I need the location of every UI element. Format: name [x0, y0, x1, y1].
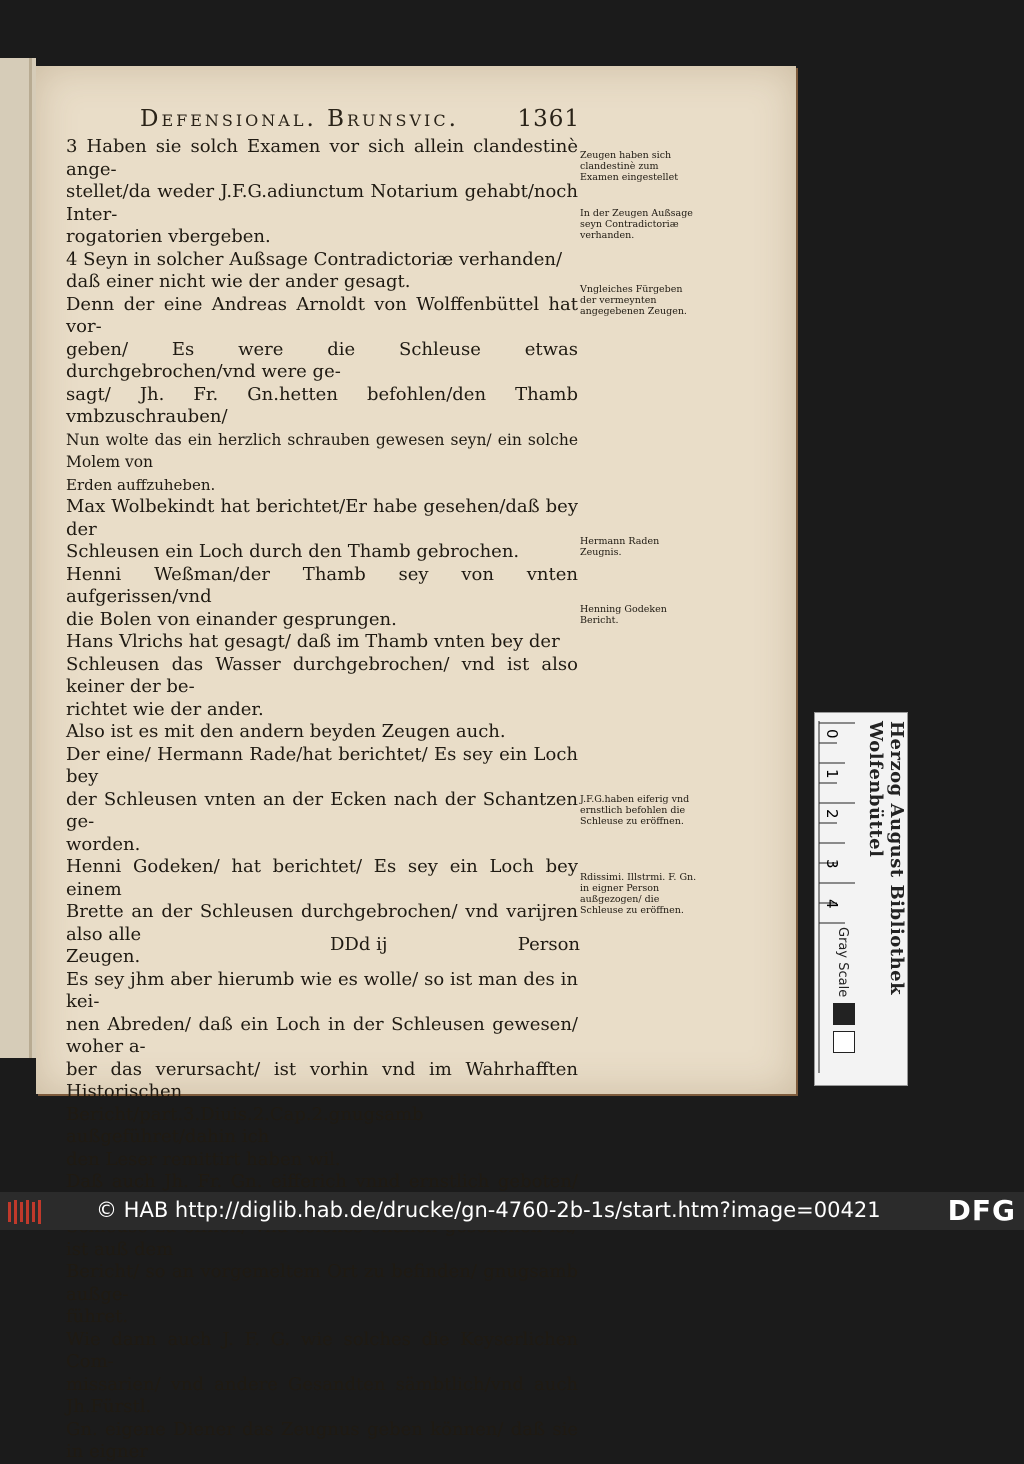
text-line: 4 Seyn in solcher Außsage Contradictoriæ verhanden/	[66, 248, 563, 270]
text-line: der Schleusen vnten an der Ecken nach der Schantzen ge-	[66, 788, 578, 832]
margin-note: Vngleiches Fürgeben der vermeynten angegebenen Zeugen.	[580, 284, 687, 317]
margin-note: Hermann Raden Zeugnis.	[580, 536, 660, 558]
catchword: Person	[517, 934, 580, 955]
text-line: richtet wie der ander.	[66, 698, 264, 720]
margin-note: J.F.G.haben eiferig vnd ernstlich befohlen die Schleuse zu eröffnen.	[580, 794, 690, 827]
text-line: rogatorien vbergeben.	[66, 226, 271, 247]
text-line: nen Abreden/ daß ein Loch in der Schleusen gewesen/ woher a-	[66, 1013, 578, 1057]
text-line: führet.	[66, 1306, 129, 1327]
ruler-tick-label: 1	[823, 769, 841, 779]
text-line: stellet/da weder J.F.G.adiunctum Notarium gehabt/noch Inter-	[66, 181, 578, 225]
text-line: Denn der eine Andreas Arnoldt von Wolffenbüttel hat vor-	[66, 293, 578, 337]
margin-note: Rdissimi. Illstrmi. F. Gn. in eigner Person außgezogen/ die Schleuse zu eröffnen.	[580, 872, 697, 916]
text-line: Henni Godeken/ hat berichtet/ Es sey ein Loch bey einem	[66, 856, 578, 900]
margin-note: In der Zeugen Außsage seyn Contradictoriæ verhanden.	[580, 208, 693, 241]
text-line: missarien/ vnd andere Gesandten sämbtlich/vnd auch Jh.Fürstl.	[66, 1373, 578, 1417]
text-line: Schleusen das Wasser durchgebrochen/ vnd ist also keiner der be-	[66, 653, 578, 697]
text-line: Der eine/ Hermann Rade/hat berichtet/ Es sey ein Loch bey	[66, 743, 578, 787]
gray-scale-label: Gray Scale	[835, 927, 850, 998]
page-edge-line	[29, 58, 32, 1058]
ruler-tick-label: 0	[823, 729, 841, 739]
text-line: daß einer nicht wie der ander gesagt.	[66, 271, 411, 292]
header-title: Defensional. Brunsvic.	[140, 106, 459, 132]
text-line: Es sey jhm aber hierumb wie es wolle/ so ist man des in kei-	[66, 968, 578, 1012]
text-line: worden.	[66, 833, 141, 855]
text-line: Schleusen ein Loch durch den Thamb gebrochen.	[66, 541, 520, 562]
copyright-url[interactable]: © HAB http://diglib.hab.de/drucke/gn-4760-2b-1s/start.htm?image=00421	[96, 1198, 881, 1222]
ruler-tick-label: 4	[823, 899, 841, 909]
text-line: geben/ Es were die Schleuse etwas durchgebrochen/vnd were ge-	[66, 338, 578, 382]
text-line: Hans Vlrichs hat gesagt/ daß im Thamb vnten bey der	[66, 631, 560, 652]
text-line: Bericht/part.3.Diuis.2.Cap.2.gnugsamb außgeführet/dahin ich	[66, 1103, 424, 1147]
text-line: Also ist es mit den andern beyden Zeugen auch.	[66, 721, 506, 742]
text-line: Wie dann auch J. F. G. wie solches die Keyserlichen Com-	[66, 1328, 578, 1372]
text-line: Brette an der Schleusen durchgebrochen/ vnd varijren also alle	[66, 901, 578, 945]
ruler-scale	[815, 713, 867, 1085]
text-line: Erden auffzuheben.	[66, 475, 216, 494]
institution-name: Herzog August Bibliothek Wolfenbüttel	[865, 721, 907, 996]
text-line: den Leser remittirt haben wil.	[66, 1148, 341, 1170]
signature-mark: DDd ij	[330, 934, 388, 955]
previous-page-edge	[0, 58, 36, 1058]
body-text	[66, 136, 578, 1464]
dfg-logo: DFG	[947, 1194, 1016, 1227]
text-line: Henni Weßman/der Thamb sey von vnten aufgerissen/vnd	[66, 563, 578, 607]
ruler-tick-label: 2	[823, 809, 841, 819]
text-line: ber das verursacht/ ist vorhin vnd im Wahrhafften Historischen	[66, 1058, 578, 1102]
footer-bar	[0, 1192, 1024, 1230]
text-line: Daß auch Jh. Fr. Gn. eifferich vnnd ernstlich geboten/	[66, 1171, 578, 1192]
text-line: Nun wolte das ein herzlich schrauben gewesen seyn/ ein solche Molem von	[66, 430, 578, 471]
color-ruler	[814, 712, 908, 1086]
page-number: 1361	[517, 106, 580, 132]
hab-logo-icon	[6, 1198, 46, 1226]
text-line: ist auß dem	[66, 1238, 174, 1260]
text-line: Gn. eigene Diener das Zeugnus geben können/ daß sie in eigner	[66, 1418, 578, 1462]
text-line: Bericht/ so an vorgemeltem Ort zu befinden/ gnugsamb außge-	[66, 1261, 578, 1305]
margin-note: Henning Godeken Bericht.	[580, 604, 667, 626]
running-header	[140, 106, 580, 132]
text-line: 3 Haben sie solch Examen vor sich allein clandestinè ange-	[66, 136, 578, 180]
black-swatch	[833, 1003, 855, 1025]
text-line: Max Wolbekindt hat berichtet/Er habe gesehen/daß bey der	[66, 496, 578, 540]
ruler-tick-label: 3	[823, 859, 841, 869]
text-line: die Bolen von einander gesprungen.	[66, 608, 397, 630]
margin-note: Zeugen haben sich clandestinè zum Examen eingestellet	[580, 150, 679, 183]
text-line: sagt/ Jh. Fr. Gn.hetten befohlen/den Thamb vmbzuschrauben/	[66, 383, 578, 427]
text-line: Zeugen.	[66, 946, 141, 967]
white-swatch	[833, 1031, 855, 1053]
